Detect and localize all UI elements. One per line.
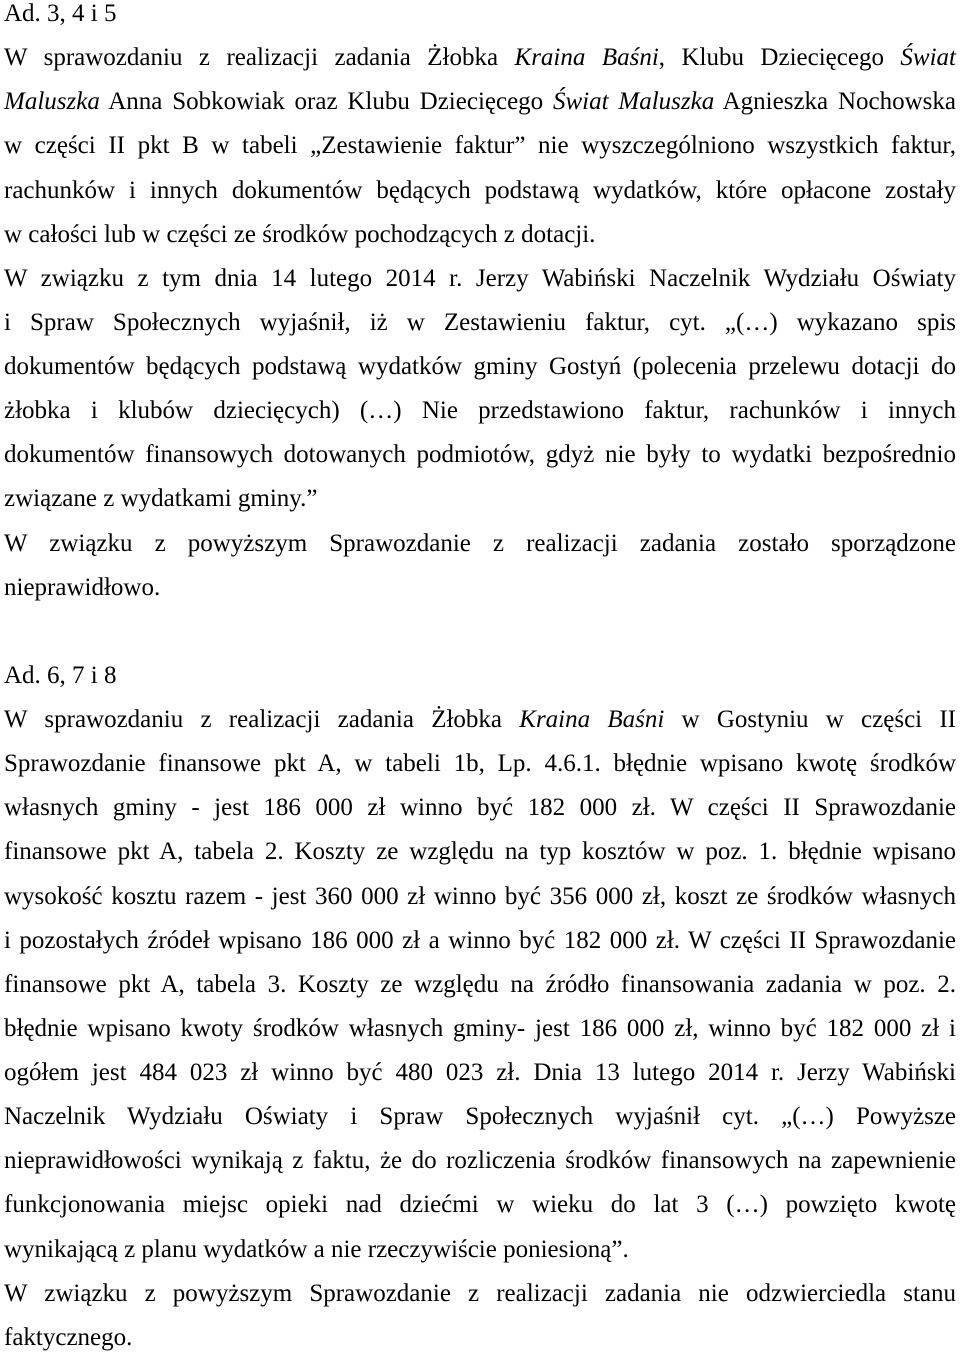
text-line: związane z wydatkami gminy.” [4, 485, 318, 513]
italic-name: Kraina Baśni [514, 44, 659, 72]
text-segment: W sprawozdaniu z realizacji zadania Żłobka [4, 706, 520, 733]
text-line [4, 88, 956, 116]
text-segment: W sprawozdaniu z realizacji zadania Żłobka [4, 44, 515, 72]
text-line: W związku z powyższym Sprawozdanie z realizacji zadania zostało sporządzone [4, 529, 956, 557]
section-heading: Ad. 3, 4 i 5 [4, 0, 117, 27]
text-line [4, 706, 956, 734]
section-ad-6-7-8 [4, 662, 956, 1352]
text-line: W związku z tym dnia 14 lutego 2014 r. Jerzy Wabiński Naczelnik Wydziału Oświaty [4, 264, 956, 292]
text-line: nieprawidłowości wynikają z faktu, że do rozliczenia środków finansowych na zapewnienie [4, 1147, 956, 1175]
text-line: rachunków i innych dokumentów będących podstawą wydatków, które opłacone zostały [4, 176, 956, 204]
text-line: faktycznego. [4, 1323, 133, 1351]
paragraph [4, 265, 956, 514]
paragraph [4, 44, 956, 249]
text-segment: Agnieszka Nochowska [714, 88, 956, 116]
paragraph [4, 1280, 956, 1352]
italic-name: Świat Maluszka [553, 88, 715, 116]
text-line: wynikającą z planu wydatków a nie rzeczywiście poniesioną”. [4, 1235, 629, 1263]
text-line: W związku z powyższym Sprawozdanie z realizacji zadania nie odzwierciedla stanu [4, 1279, 956, 1307]
text-line: i pozostałych źródeł wpisano 186 000 zł a winno być 182 000 zł. W części II Sprawozdanie [4, 926, 956, 954]
text-line: finansowe pkt A, tabela 3. Koszty ze względu na źródło finansowania zadania w poz. 2. [4, 970, 956, 998]
text-line: funkcjonowania miejsc opieki nad dziećmi w wieku do lat 3 (…) powzięto kwotę [4, 1191, 956, 1219]
text-line: dokumentów będących podstawą wydatków gminy Gostyń (polecenia przelewu dotacji do [4, 353, 956, 380]
text-line: Naczelnik Wydziału Oświaty i Spraw Społecznych wyjaśnił cyt. „(…) Powyższe [4, 1103, 956, 1131]
italic-name: Maluszka [4, 88, 100, 116]
section-ad-3-4-5 [4, 0, 956, 602]
text-line: błędnie wpisano kwoty środków własnych gminy- jest 186 000 zł, winno być 182 000 zł i [4, 1014, 956, 1042]
text-segment: Anna Sobkowiak oraz Klubu Dziecięcego [99, 88, 553, 116]
section-heading: Ad. 6, 7 i 8 [4, 661, 117, 689]
text-line: wysokość kosztu razem - jest 360 000 zł winno być 356 000 zł, koszt ze środków własnych [4, 882, 956, 910]
text-line: w całości lub w części ze środków pochodzących z dotacji. [4, 220, 596, 248]
text-line: ogółem jest 484 023 zł winno być 480 023 zł. Dnia 13 lutego 2014 r. Jerzy Wabiński [4, 1059, 956, 1086]
text-line: i Spraw Społecznych wyjaśnił, iż w Zestawieniu faktur, cyt. „(…) wykazano spis [4, 308, 956, 336]
blank-line [4, 618, 956, 646]
text-segment: , Klubu Dziecięcego [658, 44, 901, 72]
text-segment: w Gostyniu w części II [664, 706, 957, 733]
text-line: nieprawidłowo. [4, 573, 161, 601]
italic-name: Świat [900, 44, 956, 72]
text-line: finansowe pkt A, tabela 2. Koszty ze względu na typ kosztów w poz. 1. błędnie wpisano [4, 838, 956, 866]
paragraph [4, 706, 956, 1264]
text-line [4, 44, 956, 72]
italic-name: Kraina Baśni [519, 706, 665, 733]
text-line: żłobka i klubów dziecięcych) (…) Nie przedstawiono faktur, rachunków i innych [4, 397, 956, 425]
text-line: Sprawozdanie finansowe pkt A, w tabeli 1b, Lp. 4.6.1. błędnie wpisano kwotę środków [4, 750, 956, 778]
text-line: dokumentów finansowych dotowanych podmiotów, gdyż nie były to wydatki bezpośrednio [4, 441, 956, 469]
paragraph [4, 530, 956, 602]
text-line: w części II pkt B w tabeli „Zestawienie faktur” nie wyszczególniono wszystkich faktur, [4, 132, 956, 160]
text-line: własnych gminy - jest 186 000 zł winno być 182 000 zł. W części II Sprawozdanie [4, 794, 956, 822]
